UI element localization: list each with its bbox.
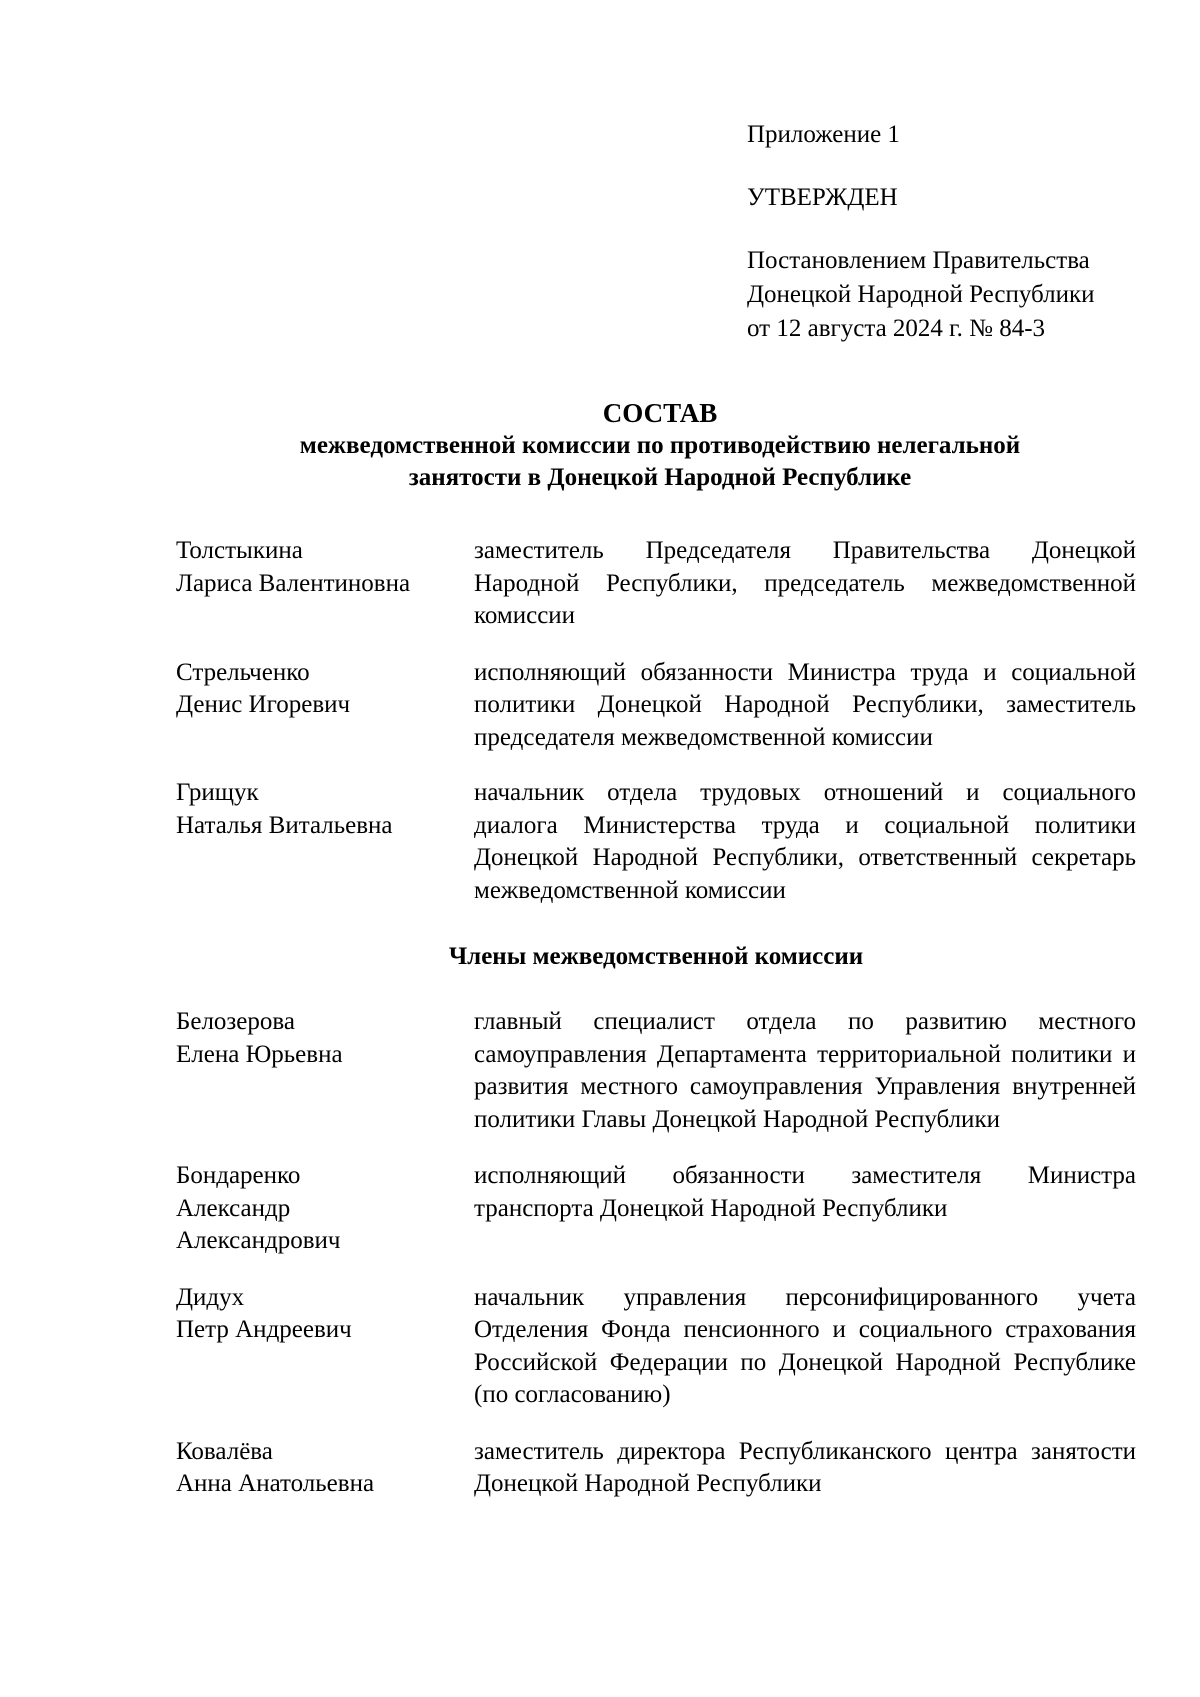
member-row	[176, 1282, 1136, 1412]
member-name: Толстыкина Лариса Валентиновна	[176, 537, 411, 597]
member-name: Стрельченко Денис Игоревич	[176, 658, 351, 718]
member-row	[176, 777, 1136, 907]
member-name: Грищук Наталья Витальевна	[176, 779, 393, 839]
commission-composition	[176, 535, 1136, 1501]
member-name: Дидух Петр Андреевич	[176, 1283, 352, 1343]
member-role: начальник управления персонифицированного учета Отделения Фонда пенсионного и социального страхования Российской Федерации по Донецкой Народной Республике (по согласованию)	[474, 1283, 1136, 1408]
members-section-heading: Члены межведомственной комиссии	[448, 943, 864, 970]
member-row	[176, 1436, 1136, 1501]
member-row	[176, 657, 1136, 755]
member-role: начальник отдела трудовых отношений и социального диалога Министерства труда и социальной политики Донецкой Народной Республики, ответственный секретарь межведомственной комиссии	[474, 779, 1136, 904]
appendix-label: Приложение 1	[747, 121, 900, 148]
member-role: заместитель директора Республиканского центра занятости Донецкой Народной Республики	[474, 1437, 1136, 1497]
member-name: Ковалёва Анна Анатольевна	[176, 1437, 375, 1497]
approved-label: УТВЕРЖДЕН	[747, 184, 898, 211]
document-subtitle-line: занятости в Донецкой Народной Республике	[408, 464, 912, 491]
decree-line: от 12 августа 2024 г. № 84-3	[747, 315, 1046, 342]
member-name: Белозерова Елена Юрьевна	[176, 1008, 343, 1068]
member-row	[176, 535, 1136, 633]
decree-reference	[747, 244, 1167, 346]
decree-line: Постановлением Правительства	[747, 247, 1090, 274]
member-name: Бондаренко Александр Александрович	[176, 1162, 341, 1254]
member-role: исполняющий обязанности заместителя Министра транспорта Донецкой Народной Республики	[474, 1162, 1136, 1222]
approval-stamp-block	[747, 118, 1167, 346]
decree-line: Донецкой Народной Республики	[747, 281, 1095, 308]
member-role: исполняющий обязанности Министра труда и социальной политики Донецкой Народной Республики, заместитель председателя межведомственной комиссии	[474, 658, 1136, 751]
member-row	[176, 1006, 1136, 1136]
document-title-block	[160, 396, 1160, 494]
member-role: заместитель Председателя Правительства Донецкой Народной Республики, председатель межведомственной комиссии	[474, 537, 1136, 629]
member-role: главный специалист отдела по развитию местного самоуправления Департамента территориальной политики и развития местного самоуправления Управления внутренней политики Главы Донецкой Народной Республики	[474, 1008, 1136, 1133]
document-title: СОСТАВ	[602, 398, 718, 428]
document-subtitle-line: межведомственной комиссии по противодействию нелегальной	[299, 432, 1021, 459]
member-row	[176, 1160, 1136, 1258]
